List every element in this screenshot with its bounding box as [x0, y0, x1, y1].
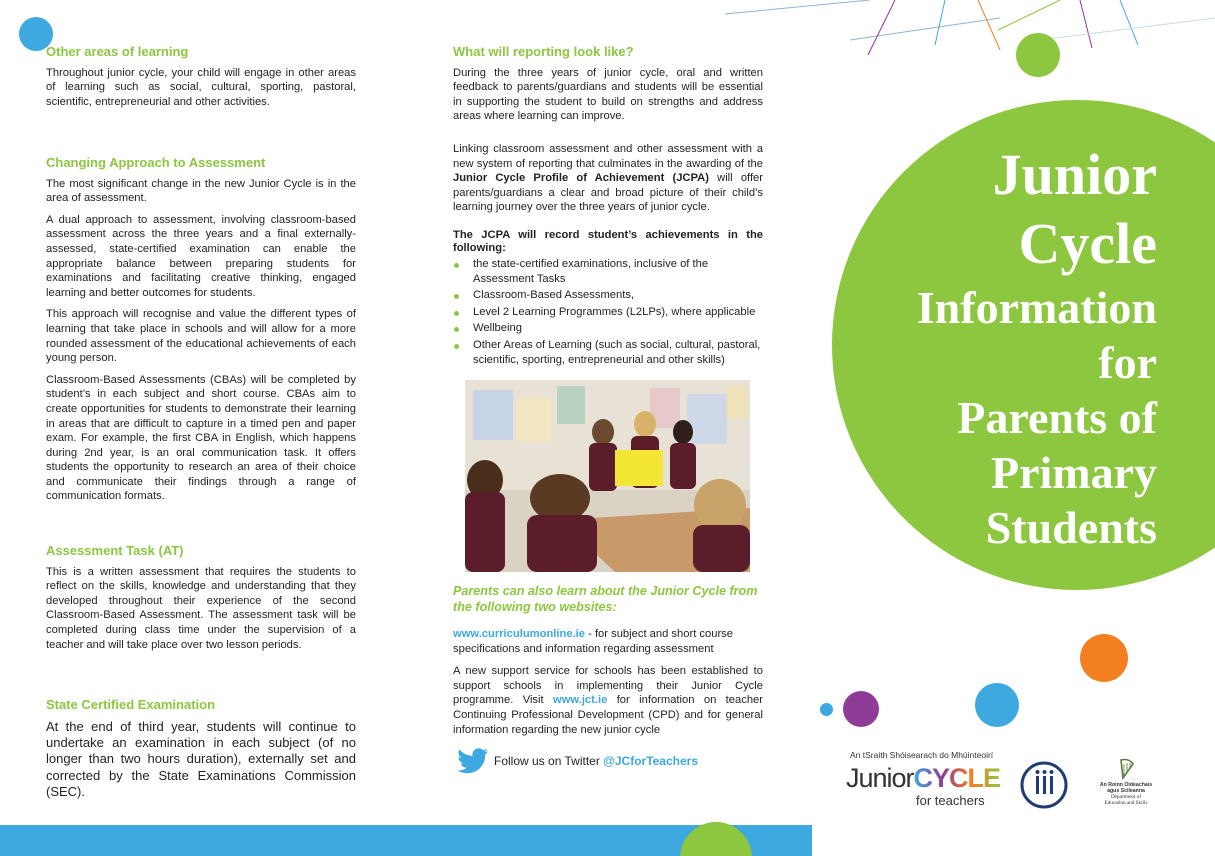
curriculum-paragraph — [453, 627, 763, 656]
reporting-section — [453, 45, 763, 369]
list-item: Wellbeing — [453, 321, 763, 336]
state-exam-section — [46, 698, 356, 801]
curriculum-text: - for subject and short course specifications and information regarding assessment — [453, 628, 733, 655]
changing-approach-section — [46, 156, 356, 511]
cover-title-line: Students — [985, 502, 1157, 553]
websites-section — [453, 584, 763, 744]
reporting-p2-start: Linking classroom assessment and other assessment with a new system of reporting that culminates in the awarding of the — [453, 142, 763, 170]
reporting-p2 — [453, 142, 763, 215]
jct-text-start: A new support service for schools has been established to support schools in implementing their Junior Cycle programme. Visit — [453, 665, 763, 707]
changing-approach-p4: Classroom-Based Assessments (CBAs) will be completed by student’s in each subject and short course. CBAs aim to create opportunities for students to demonstrate their learning in areas that are difficult to capture in a timed pen and paper exam. For example, the first CBA in English, which happens during 2nd year, is an oral communication task. It offers students the opportunity to research an area of their choice and communicate their findings through a range of communication formats. — [46, 373, 356, 503]
jct-logo-wordmark — [846, 763, 1000, 794]
cover-title-line: Cycle — [1018, 211, 1157, 276]
cover-title — [917, 142, 1157, 555]
twitter-follow[interactable] — [457, 748, 757, 774]
blue-dot-large — [975, 683, 1019, 727]
cover-title-line: Parents of — [957, 392, 1157, 443]
dept-line: Education and Skills — [1104, 800, 1148, 806]
websites-heading: Parents can also learn about the Junior Cycle from the following two websites: — [453, 584, 758, 614]
jct-logo-for-teachers: for teachers — [916, 793, 985, 808]
assessment-task-section — [46, 544, 356, 659]
cover-title-line: Primary — [990, 447, 1157, 498]
reporting-heading: What will reporting look like? — [453, 44, 634, 59]
harp-icon — [1115, 758, 1137, 780]
jcpa-bold-name: Junior Cycle Profile of Achievement (JCPA) — [453, 172, 709, 185]
changing-approach-heading: Changing Approach to Assessment — [46, 155, 266, 170]
department-logo — [1095, 758, 1157, 818]
list-item: the state-certified examinations, inclusive of the Assessment Tasks — [453, 257, 723, 286]
other-areas-heading: Other areas of learning — [46, 44, 189, 59]
jcpa-heading: The JCPA will record student’s achievements in the following: — [453, 228, 763, 254]
list-item: Level 2 Learning Programmes (L2LPs), where applicable — [453, 305, 763, 320]
jct-text-end: for information on teacher Continuing Professional Development (CPD) and for general information regarding the new junior cycle — [453, 694, 763, 736]
reporting-p1: During the three years of junior cycle, oral and written feedback to parents/guardians and students will be essential in supporting the student to build on strengths and address areas where learning can improve. — [453, 66, 763, 123]
curriculum-link[interactable]: www.curriculumonline.ie — [453, 628, 585, 640]
assessment-task-heading: Assessment Task (AT) — [46, 543, 184, 558]
jct-link[interactable]: www.jct.ie — [553, 694, 608, 707]
dept-line: agus Scileanna — [1107, 788, 1145, 794]
twitter-handle[interactable]: @JCforTeachers — [603, 754, 699, 768]
blue-dot-small — [820, 703, 833, 716]
cover-title-line: Information — [916, 282, 1157, 333]
changing-approach-p1: The most significant change in the new Junior Cycle is in the area of assessment. — [46, 177, 356, 205]
reporting-p2-end: will offer parents/guardians a clear and broad picture of their child’s learning journey over the three years of junior cycle. — [453, 172, 764, 214]
changing-approach-p2: A dual approach to assessment, involving classroom-based assessment across the three years and a final externally-assessed, state-certified examination can enable the appropriate balance between preparing students for examinations and facilitating creative thinking, engaged learning and better outcomes for students. — [46, 213, 356, 299]
other-areas-section — [46, 45, 356, 116]
dept-line: Department of — [1110, 794, 1142, 800]
changing-approach-p3: This approach will recognise and value the different types of learning that take place in schools and will allow for a more rounded assessment of the educational achievements of each young person. — [46, 308, 356, 365]
list-item: Classroom-Based Assessments, — [453, 288, 763, 303]
twitter-text — [494, 754, 698, 769]
jct-logo-junior: Junior — [846, 763, 914, 793]
jct-paragraph — [453, 664, 763, 737]
jct-logo-cycle: CYCLE — [913, 763, 1001, 793]
cover-title-line: for — [1098, 337, 1157, 388]
state-exam-body: At the end of third year, students will continue to undertake an examination in each subject (of no longer than two hours duration), externally set and corrected by the State Examinations Commission (SEC). — [46, 718, 356, 800]
purple-dot — [843, 691, 879, 727]
decorative-lines — [720, 0, 1215, 60]
other-areas-body: Throughout junior cycle, your child will engage in other areas of learning such as social, cultural, sporting, pastoral, scientific, entrepreneurial and other activities. — [46, 66, 356, 108]
dept-line: An Roinn Oideachais — [1099, 782, 1153, 788]
jcpa-list — [453, 257, 763, 367]
list-item: Other Areas of Learning (such as social, cultural, pastoral, scientific, sporting, entrepreneurial and other skills) — [453, 338, 763, 367]
jct-logo — [846, 750, 1001, 810]
green-dot-top — [1016, 33, 1060, 77]
classroom-photo — [465, 380, 750, 572]
assessment-task-body: This is a written assessment that requires the students to reflect on the skills, knowledge and understanding that they developed throughout their experience of the second Classroom-Based Assessment. The assessment task will be completed during class time under the supervision of a teacher and will take place over two lesson periods. — [46, 565, 356, 651]
jct-logo-irish: An tSraith Shóisearach do Mhúinteoirí — [850, 750, 994, 760]
cover-title-line: Junior — [992, 142, 1157, 207]
orange-dot — [1080, 634, 1128, 682]
state-exam-heading: State Certified Examination — [46, 697, 216, 712]
twitter-prefix: Follow us on Twitter — [494, 754, 604, 768]
jct-seal-icon — [1016, 755, 1072, 813]
twitter-bird-icon — [457, 748, 489, 774]
